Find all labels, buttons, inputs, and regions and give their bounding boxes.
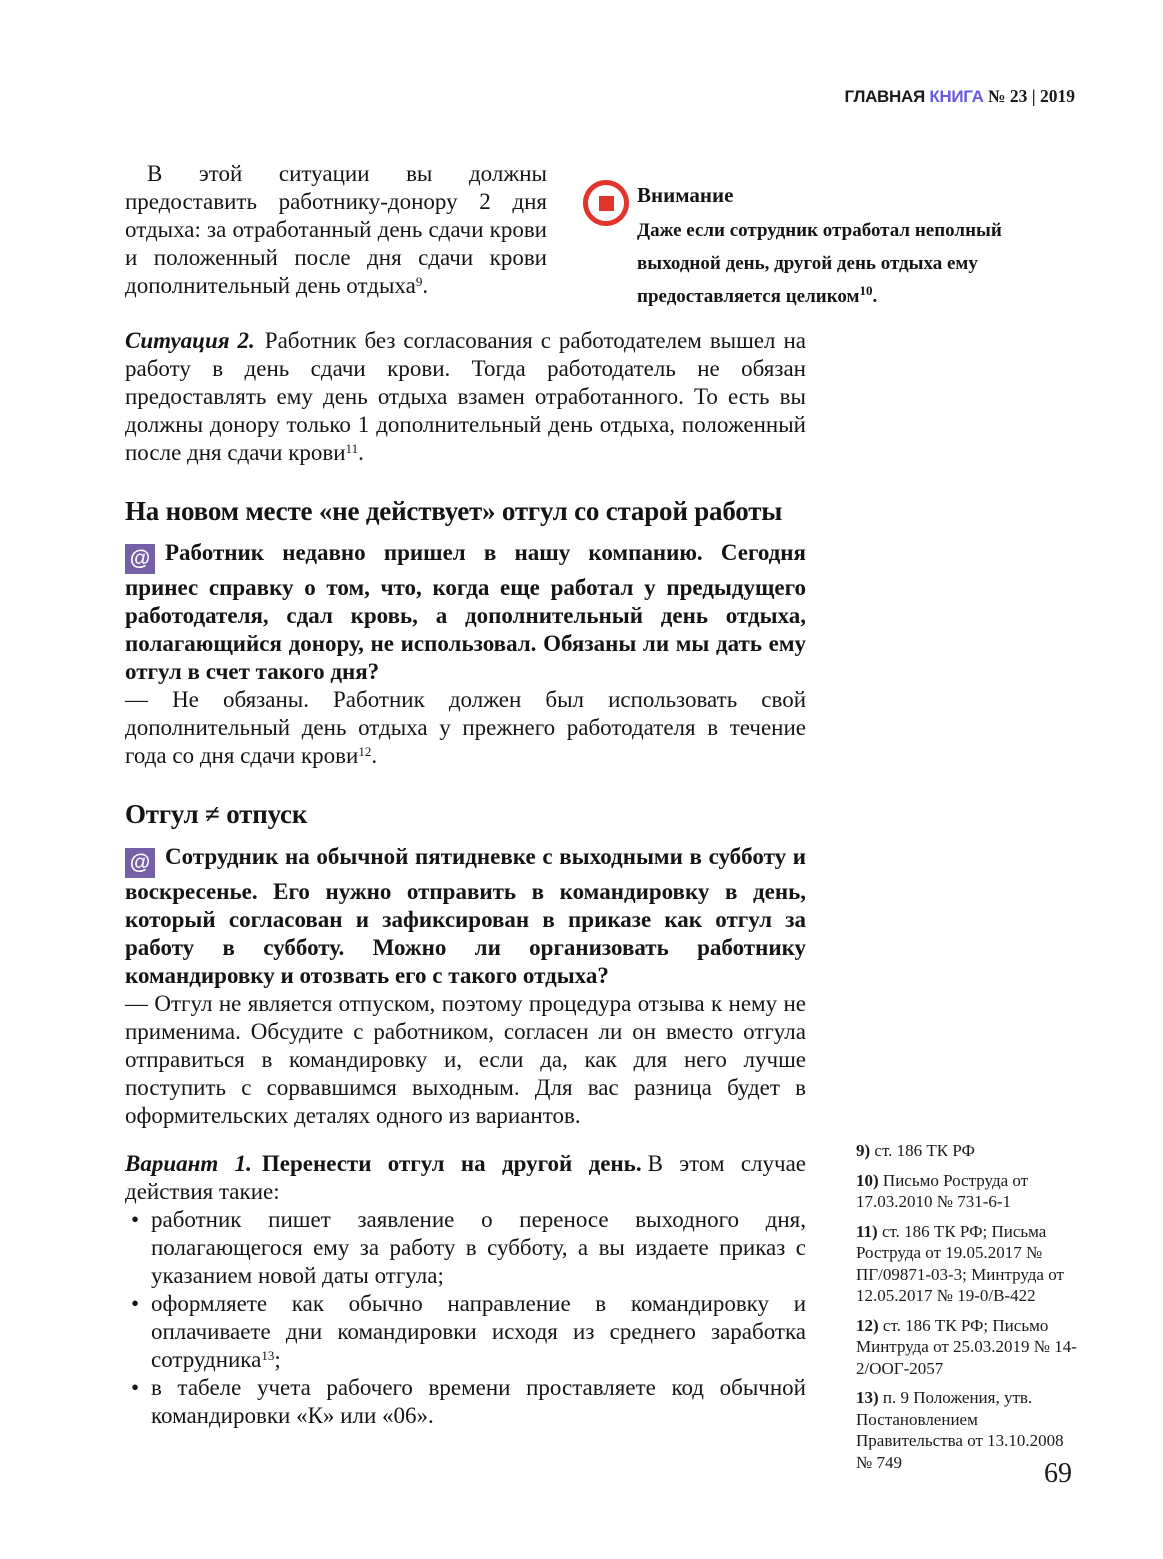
intro-paragraph [125,160,547,300]
attention-text [637,214,1077,313]
footnote-number: 11) [856,1221,878,1241]
situation2-period: . [358,440,364,465]
attention-period: . [872,286,878,307]
footnote-ref-11: 11 [345,441,359,456]
attention-text-span: Даже если сотрудник отработал неполный выходной день, другой день отдыха ему предоставляется целиком [637,220,1002,307]
at-sign-icon: @ [125,848,155,878]
footnote-text: ст. 186 ТК РФ [870,1141,975,1160]
variant1-bold: Перенести отгул на другой день. [261,1151,642,1176]
bullet3-text: в табеле учета рабочего времени проставляете код обычной командировки «К» или «06». [151,1375,806,1428]
intro-period: . [422,273,429,298]
footnote-ref-13: 13 [261,1348,275,1363]
brand-name-purple: КНИГА [929,87,984,106]
section-heading-old-job-dayoff: На новом месте «не действует» отгул со старой работы [125,496,783,526]
attention-body [637,180,1077,313]
bullet1-text: работник пишет заявление о переносе выходного дня, полагающегося ему за работу в субботу, а вы издаете приказ с указанием новой даты отгула; [151,1207,806,1288]
footnote-ref-9: 9 [415,274,423,289]
footnote-number: 10) [856,1170,879,1190]
footnote-number: 9) [856,1141,871,1160]
stop-square-glyph [599,196,614,211]
answer2-paragraph [125,990,806,1130]
footnotes-sidebar [856,1140,1080,1481]
running-header [845,86,1075,107]
footnote-text: п. 9 Положения, утв. Постановлением Правительства от 13.10.2008 № 749 [856,1388,1064,1472]
footnote-ref-10: 10 [859,283,873,298]
variant1-action-list [125,1206,806,1430]
bullet2-semicolon: ; [274,1347,281,1372]
page-number: 69 [1044,1458,1072,1489]
question2-paragraph [125,843,806,990]
list-item [125,1290,806,1374]
footnote-text: ст. 186 ТК РФ; Письма Роструда от 19.05.2017 № ПГ/09871-03-3; Минтруда от 12.05.2017 № 19-0/В-422 [856,1221,1064,1305]
answer2-text: — Отгул не является отпуском, поэтому процедура отзыва к нему не применима. Обсудите с работником, согласен ли он вместо отгула отправиться в командировку и, если да, как для него лучше поступить с сорвавшимся выходным. Для вас разница будет в оформительских деталях одного из вариантов. [125,991,806,1128]
stop-circle-icon [583,180,629,226]
attention-callout [583,180,1077,313]
variant1-paragraph [125,1150,806,1206]
variant1-lead: Вариант 1. [125,1151,252,1176]
question1-text: Работник недавно пришел в нашу компанию. Сегодня принес справку о том, что, когда еще работал у предыдущего работодателя, сдал кровь, а дополнительный день отдыха, полагающийся донору, не использовал. Обязаны ли мы дать ему отгул в счет такого дня? [125,540,806,684]
situation2-lead: Ситуация 2. [125,328,255,353]
answer1-paragraph [125,686,806,770]
bullet2-text: оформляете как обычно направление в командировку и оплачиваете дни командировки исходя из среднего заработка сотрудника [151,1291,806,1372]
footnote-11 [856,1221,1080,1307]
section-heading-otgul-ne-otpusk: Отгул ≠ отпуск [125,799,308,829]
question1-paragraph [125,539,806,686]
issue-number: № 23 | 2019 [983,86,1075,106]
question2-text: Сотрудник на обычной пятидневке с выходными в субботу и воскресенье. Его нужно отправить в командировку в день, который согласован и зафиксирован в приказе как отгул за работу в субботу. Можно ли организовать работнику командировку и отозвать его с такого отдыха? [125,844,806,988]
attention-title: Внимание [637,183,734,207]
answer1-period: . [371,743,378,768]
list-item [125,1206,806,1290]
footnote-ref-12: 12 [358,744,372,759]
footnote-text: ст. 186 ТК РФ; Письмо Минтруда от 25.03.2019 № 14-2/ООГ-2057 [856,1315,1077,1378]
footnote-number: 12) [856,1315,879,1335]
footnote-number: 13) [856,1388,879,1407]
variant1-text: В этом случае действия такие: [125,1151,807,1204]
situation2-paragraph [125,327,806,467]
footnote-12 [856,1315,1080,1380]
brand-name-black: ГЛАВНАЯ [844,87,930,106]
main-text-column [125,327,806,1430]
intro-text: В этой ситуации вы должны предоставить работнику-донору 2 дня отдыха: за отработанный день сдачи крови и положенный после дня сдачи крови дополнительный день отдыха [125,161,547,298]
footnote-9 [856,1140,1080,1162]
footnote-10 [856,1170,1080,1213]
at-sign-icon: @ [125,544,155,574]
list-item [125,1374,806,1430]
answer1-text: — Не обязаны. Работник должен был использовать свой дополнительный день отдыха у прежнего работодателя в течение года со дня сдачи крови [125,687,806,768]
footnote-text: Письмо Роструда от 17.03.2010 № 731-6-1 [856,1170,1029,1211]
situation2-text: Работник без согласования с работодателем вышел на работу в день сдачи крови. Тогда работодатель не обязан предоставлять ему день отдыха взамен отработанного. То есть вы должны донору только 1 дополнительный день отдыха, положенный после дня сдачи крови [125,328,806,465]
